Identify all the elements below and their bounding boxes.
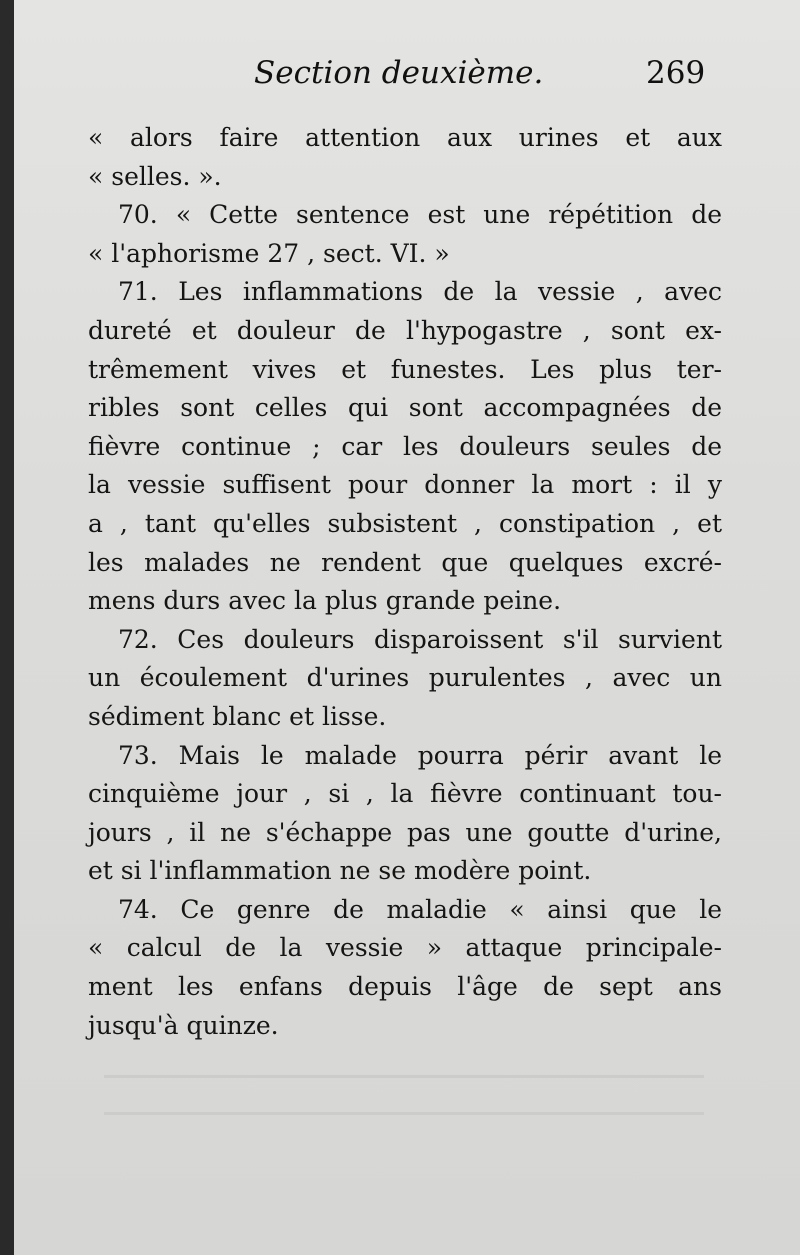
text-line: 73. Mais le malade pourra périr avant le	[118, 740, 722, 770]
text-line: a , tant qu'elles subsistent , constipation , et	[88, 508, 722, 538]
text-line: 74. Ce genre de maladie « ainsi que le	[118, 894, 722, 924]
text-line: ribles sont celles qui sont accompagnées de	[88, 393, 722, 423]
text-line: dureté et douleur de l'hypogastre , sont ex-	[88, 315, 722, 345]
text-line: jusqu'à quinze.	[88, 1010, 279, 1040]
text-line: 71. Les inflammations de la vessie , avec	[118, 277, 722, 307]
text-line: « selles. ».	[88, 161, 222, 191]
text-line: « l'aphorisme 27 , sect. VI. »	[88, 238, 450, 268]
text-line: « alors faire attention aux urines et aux	[88, 123, 722, 152]
text-line: un écoulement d'urines purulentes , avec un	[88, 663, 722, 693]
book-page	[14, 0, 800, 1255]
text-line: ment les enfans depuis l'âge de sept ans	[88, 972, 722, 1002]
text-line: et si l'inflammation ne se modère point.	[88, 856, 592, 886]
text-line: sédiment blanc et lisse.	[88, 701, 387, 731]
body-text	[88, 119, 722, 1045]
text-line: trêmement vives et funestes. Les plus ter-	[88, 354, 722, 384]
page-number: 269	[646, 55, 706, 91]
text-line: mens durs avec la plus grande peine.	[88, 586, 562, 616]
bleed-through-mark	[104, 1075, 704, 1078]
text-line: la vessie suffisent pour donner la mort : il y	[88, 470, 722, 500]
text-line: cinquième jour , si , la fièvre continuant tou-	[88, 779, 722, 809]
page-header	[14, 55, 800, 105]
text-line: fièvre continue ; car les douleurs seules de	[88, 431, 722, 461]
text-line: « calcul de la vessie » attaque principale-	[88, 933, 722, 963]
text-line: jours , il ne s'échappe pas une goutte d'urine,	[88, 817, 722, 847]
text-line: les malades ne rendent que quelques excré-	[88, 547, 722, 577]
running-title: Section deuxième.	[254, 55, 544, 91]
text-line: 70. « Cette sentence est une répétition de	[118, 200, 722, 230]
bleed-through-mark	[104, 1112, 704, 1115]
text-line: 72. Ces douleurs disparoissent s'il survient	[118, 624, 722, 654]
